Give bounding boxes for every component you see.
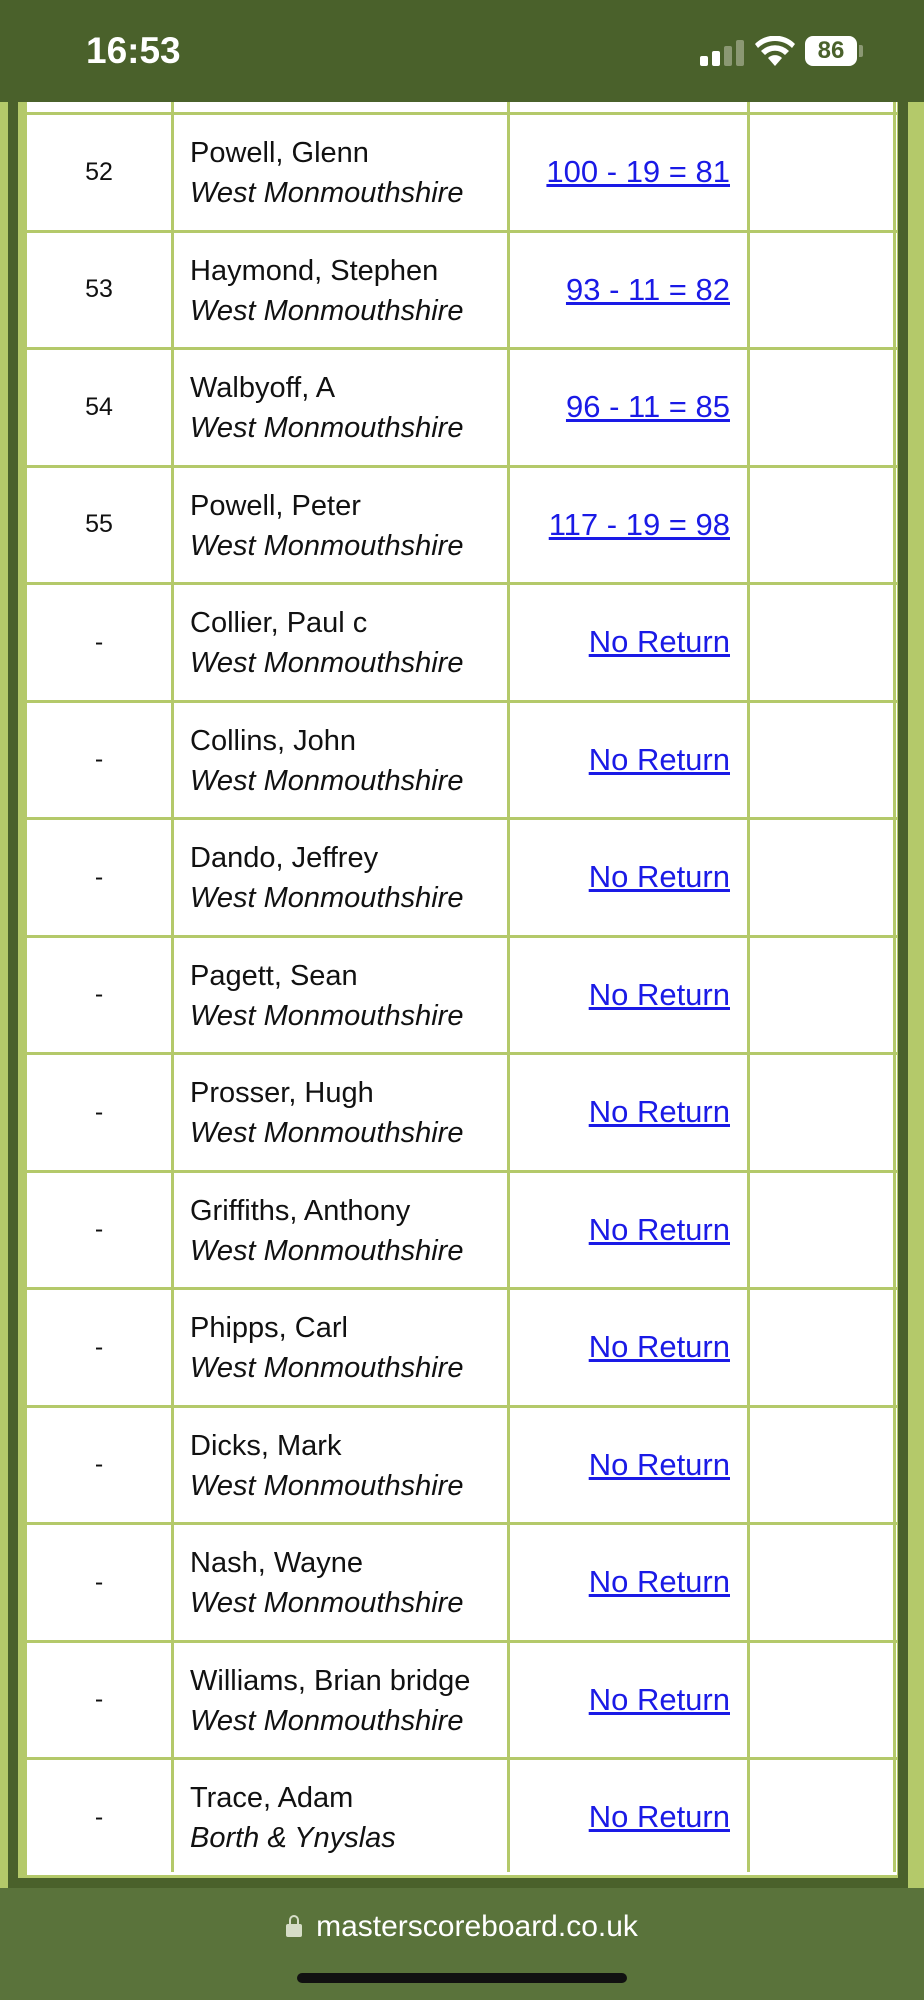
player-name: Prosser, Hugh xyxy=(190,1077,374,1109)
position-cell: - xyxy=(94,980,104,1008)
player-club: West Monmouthshire xyxy=(190,764,464,797)
status-time: 16:53 xyxy=(86,30,181,71)
url-display[interactable] xyxy=(0,1910,924,1944)
position-cell: - xyxy=(94,862,104,891)
position-cell: - xyxy=(94,1567,104,1596)
player-cell xyxy=(190,133,520,213)
table-row xyxy=(27,938,897,1056)
table-row xyxy=(27,703,897,821)
table-row-partial xyxy=(27,102,897,115)
player-club: Borth & Ynyslas xyxy=(190,1822,396,1854)
score-cell xyxy=(512,820,730,934)
column-divider xyxy=(507,102,510,1872)
score-link[interactable]: 93 - 11 = 82 xyxy=(565,271,730,307)
table-row xyxy=(27,585,897,703)
score-cell xyxy=(512,938,730,1052)
score-link[interactable]: No Return xyxy=(588,1211,730,1247)
player-cell xyxy=(190,1778,520,1858)
position-cell: - xyxy=(94,745,104,773)
player-cell xyxy=(190,251,520,331)
player-name: Dicks, Mark xyxy=(190,1429,342,1462)
player-club: West Monmouthshire xyxy=(190,1352,464,1384)
score-link[interactable]: No Return xyxy=(588,624,730,659)
player-name: Walbyoff, A xyxy=(190,372,336,404)
score-cell xyxy=(512,1643,730,1757)
player-name: Nash, Wayne xyxy=(190,1547,363,1579)
score-cell xyxy=(512,585,730,699)
position-cell: 54 xyxy=(85,392,113,421)
score-link[interactable]: No Return xyxy=(588,1799,730,1834)
position-cell: - xyxy=(94,1215,104,1243)
player-club: West Monmouthshire xyxy=(190,412,464,444)
player-cell xyxy=(190,368,520,448)
player-name: Collins, John xyxy=(190,724,357,757)
position-cell: - xyxy=(94,627,104,656)
score-cell xyxy=(512,468,730,582)
player-cell xyxy=(190,1426,520,1506)
player-name: Collier, Paul c xyxy=(190,607,368,639)
table-row xyxy=(27,1760,897,1878)
browser-url-bar[interactable] xyxy=(0,1888,924,2000)
player-club: West Monmouthshire xyxy=(190,647,464,679)
lock-icon xyxy=(286,1924,302,1937)
cellular-signal-icon xyxy=(700,40,746,66)
player-club: West Monmouthshire xyxy=(190,1587,464,1619)
score-link[interactable]: 100 - 19 = 81 xyxy=(546,154,730,189)
player-cell xyxy=(190,1191,520,1271)
score-link[interactable]: No Return xyxy=(588,1329,730,1364)
table-row xyxy=(27,820,897,938)
score-cell xyxy=(512,1408,730,1522)
table-row xyxy=(27,1055,897,1173)
score-cell xyxy=(512,703,730,817)
score-cell xyxy=(512,115,730,229)
table-row xyxy=(27,233,897,351)
status-bar xyxy=(0,0,924,102)
table-row xyxy=(27,1408,897,1526)
position-cell: - xyxy=(94,1097,104,1126)
battery-cap xyxy=(859,45,863,57)
player-name: Trace, Adam xyxy=(190,1782,354,1814)
wifi-icon xyxy=(755,36,795,68)
score-link[interactable]: No Return xyxy=(588,741,730,777)
player-name: Powell, Glenn xyxy=(190,137,369,169)
position-cell: - xyxy=(94,1802,104,1831)
score-cell xyxy=(512,1290,730,1404)
player-name: Haymond, Stephen xyxy=(190,254,439,287)
player-club: West Monmouthshire xyxy=(190,882,464,914)
score-cell xyxy=(512,1525,730,1639)
player-cell xyxy=(190,1543,520,1623)
player-cell xyxy=(190,956,520,1036)
url-domain: masterscoreboard.co.uk xyxy=(316,1910,638,1943)
table-row xyxy=(27,1173,897,1291)
player-cell xyxy=(190,603,520,683)
table-row xyxy=(27,1643,897,1761)
player-name: Williams, Brian bridge xyxy=(190,1664,471,1697)
player-name: Phipps, Carl xyxy=(190,1312,348,1344)
table-row xyxy=(27,468,897,586)
score-link[interactable]: No Return xyxy=(588,1094,730,1129)
score-cell xyxy=(512,1173,730,1287)
score-cell xyxy=(512,233,730,347)
player-name: Pagett, Sean xyxy=(190,959,358,992)
table-row xyxy=(27,1525,897,1643)
position-cell: 53 xyxy=(85,275,113,303)
score-link[interactable]: 96 - 11 = 85 xyxy=(565,389,730,424)
player-club: West Monmouthshire xyxy=(190,1469,464,1502)
table-row xyxy=(27,350,897,468)
player-cell xyxy=(190,721,520,801)
position-cell: - xyxy=(94,1685,104,1713)
score-link[interactable]: No Return xyxy=(588,1446,730,1482)
score-cell xyxy=(512,1760,730,1874)
player-club: West Monmouthshire xyxy=(190,1234,464,1267)
player-name: Griffiths, Anthony xyxy=(190,1194,411,1227)
position-cell: 52 xyxy=(85,157,113,186)
player-name: Powell, Peter xyxy=(190,489,361,522)
column-divider xyxy=(171,102,174,1872)
player-club: West Monmouthshire xyxy=(190,294,464,327)
table-row xyxy=(27,1290,897,1408)
score-cell xyxy=(512,1055,730,1169)
battery-icon: 86 xyxy=(805,36,857,66)
table-row xyxy=(27,115,897,233)
player-cell xyxy=(190,1308,520,1388)
score-link[interactable]: 117 - 19 = 98 xyxy=(548,506,730,542)
player-club: West Monmouthshire xyxy=(190,1117,464,1149)
player-cell xyxy=(190,1073,520,1153)
player-club: West Monmouthshire xyxy=(190,1704,464,1737)
page-frame xyxy=(0,102,924,1888)
score-cell xyxy=(512,350,730,464)
position-cell: - xyxy=(94,1332,104,1361)
player-club: West Monmouthshire xyxy=(190,177,464,209)
score-link[interactable]: No Return xyxy=(588,859,730,894)
score-link[interactable]: No Return xyxy=(588,1564,730,1599)
score-link[interactable]: No Return xyxy=(588,976,730,1012)
player-cell xyxy=(190,838,520,918)
results-table xyxy=(27,102,897,1872)
player-name: Dando, Jeffrey xyxy=(190,842,379,874)
player-cell xyxy=(190,486,520,566)
position-cell: 55 xyxy=(85,510,113,538)
position-cell: - xyxy=(94,1450,104,1478)
column-divider xyxy=(747,102,750,1872)
home-indicator[interactable] xyxy=(297,1973,627,1983)
player-cell xyxy=(190,1661,520,1741)
score-link[interactable]: No Return xyxy=(588,1681,730,1717)
column-divider xyxy=(893,102,896,1872)
player-club: West Monmouthshire xyxy=(190,999,464,1032)
player-club: West Monmouthshire xyxy=(190,529,464,562)
